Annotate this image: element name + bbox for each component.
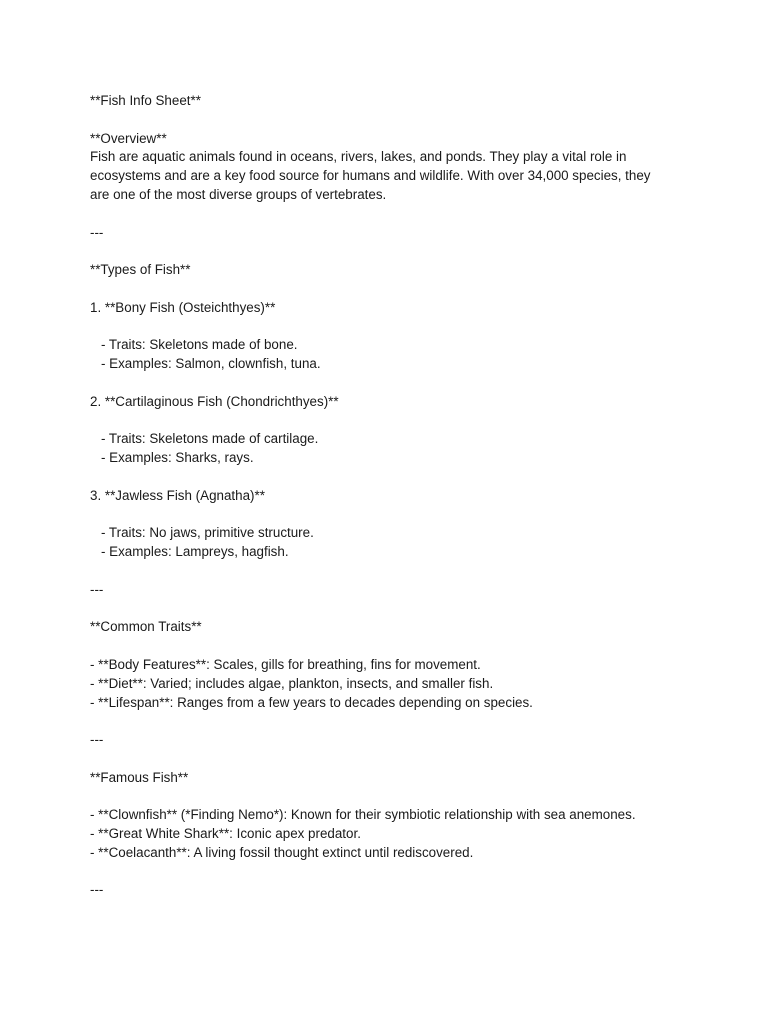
type-1-traits: - Traits: Skeletons made of bone. [101,337,298,353]
overview-line-1: Fish are aquatic animals found in oceans, rivers, lakes, and ponds. They play a vital role in [90,149,627,165]
separator: --- [90,224,104,240]
document-title: **Fish Info Sheet** [90,93,201,108]
spacer [90,637,690,656]
type-3-traits: - Traits: No jaws, primitive structure. [101,525,314,541]
overview-line-3: are one of the most diverse groups of vertebrates. [90,186,387,202]
type-2-title: 2. **Cartilaginous Fish (Chondrichthyes)** [90,393,339,409]
common-trait-item: - **Body Features**: Scales, gills for breathing, fins for movement. [90,656,481,672]
famous-fish-item: - **Great White Shark**: Iconic apex predator. [90,826,361,842]
spacer [90,506,690,525]
overview-line-2: ecosystems and are a key food source for humans and wildlife. With over 34,000 species, they [90,168,651,184]
spacer [90,242,690,261]
spacer [90,468,690,487]
spacer [90,318,690,337]
spacer [90,863,690,882]
document-page [90,92,690,900]
separator: --- [90,882,104,898]
common-traits-heading: **Common Traits** [90,619,202,635]
spacer [90,280,690,299]
type-3-title: 3. **Jawless Fish (Agnatha)** [90,487,265,503]
type-1-examples: - Examples: Salmon, clownfish, tuna. [101,356,321,372]
type-2-traits: - Traits: Skeletons made of cartilage. [101,431,319,447]
common-trait-item: - **Diet**: Varied; includes algae, plankton, insects, and smaller fish. [90,675,494,691]
spacer [90,374,690,393]
spacer [90,562,690,581]
famous-fish-heading: **Famous Fish** [90,769,189,785]
spacer [90,712,690,731]
spacer [90,600,690,619]
types-heading: **Types of Fish** [90,262,191,278]
famous-fish-item: - **Coelacanth**: A living fossil thought extinct until rediscovered. [90,844,474,860]
type-1-title: 1. **Bony Fish (Osteichthyes)** [90,299,276,315]
separator: --- [90,581,104,597]
spacer [90,412,690,431]
famous-fish-item: - **Clownfish** (*Finding Nemo*): Known for their symbiotic relationship with sea anemones. [90,807,636,823]
spacer [90,750,690,769]
separator: --- [90,732,104,748]
spacer [90,787,690,806]
common-trait-item: - **Lifespan**: Ranges from a few years to decades depending on species. [90,694,533,710]
spacer [90,111,690,130]
spacer [90,205,690,224]
type-2-examples: - Examples: Sharks, rays. [101,450,254,466]
type-3-examples: - Examples: Lampreys, hagfish. [101,544,289,560]
overview-heading: **Overview** [90,130,167,146]
